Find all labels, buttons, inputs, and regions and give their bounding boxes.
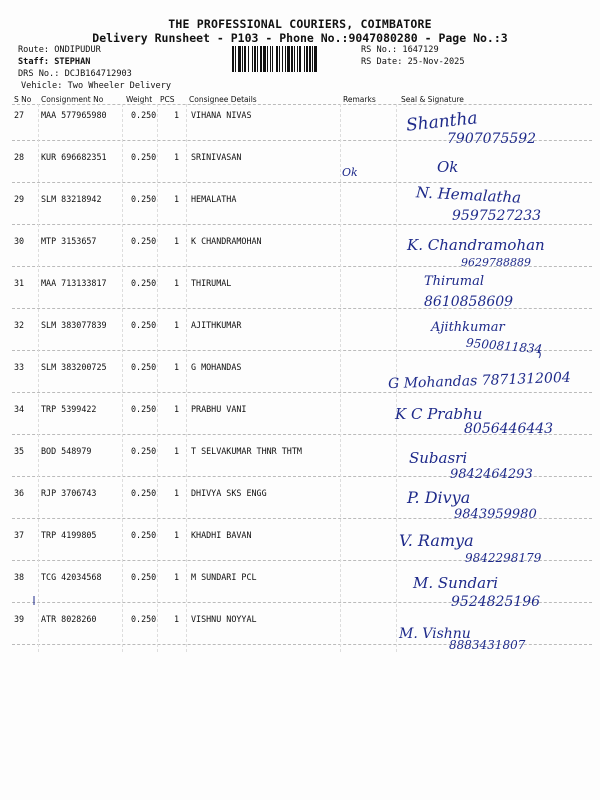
- route-label: Route:: [18, 45, 50, 55]
- cell-consignment: TCG 42034568: [41, 572, 102, 582]
- staff-value: STEPHAN: [54, 57, 91, 67]
- column-divider: [122, 104, 123, 652]
- rs-date-value: 25-Nov-2025: [407, 57, 465, 67]
- stray-pen-mark: [30, 595, 38, 607]
- barcode-image: [232, 46, 355, 72]
- cell-sno: 29: [14, 194, 25, 204]
- signature-35: Subasri: [409, 449, 468, 467]
- table-row: [0, 530, 600, 542]
- phone-30: 9629788889: [461, 256, 531, 269]
- col-header-pcs: PCS: [160, 95, 175, 104]
- rs-number-label: RS No.:: [361, 45, 398, 55]
- cell-consignee: T SELVAKUMAR THNR THTM: [191, 446, 302, 456]
- cell-weight: 0.250: [131, 488, 157, 498]
- table-row: [0, 110, 600, 122]
- signature-27: Shantha: [405, 108, 479, 136]
- signature-33: G Mohandas 7871312004: [387, 369, 572, 393]
- cell-consignment: ATR 8028260: [41, 614, 97, 624]
- cell-pcs: 1: [174, 446, 180, 456]
- cell-sno: 28: [14, 152, 25, 162]
- cell-consignment: MTP 3153657: [41, 236, 97, 246]
- cell-sno: 35: [14, 446, 25, 456]
- cell-pcs: 1: [174, 404, 180, 414]
- col-header-consignment: Consignment No: [41, 95, 104, 104]
- phone-38: 9524825196: [451, 594, 541, 610]
- cell-pcs: 1: [174, 530, 180, 540]
- cell-consignment: MAA 713133817: [41, 278, 107, 288]
- phone-35: 9842464293: [450, 467, 533, 482]
- column-divider: [186, 104, 187, 652]
- table-row: [0, 614, 600, 626]
- signature-29: N. Hemalatha: [415, 183, 522, 207]
- drs-value: DCJB164712903: [64, 69, 132, 79]
- cell-weight: 0.250: [131, 572, 157, 582]
- cell-consignee: VIHANA NIVAS: [191, 110, 252, 120]
- cell-pcs: 1: [174, 194, 180, 204]
- phone-32: 9500811834: [465, 335, 543, 357]
- rs-number-value: 1647129: [402, 45, 439, 55]
- row-separator: [12, 224, 592, 225]
- signature-28: Ok: [437, 158, 459, 176]
- cell-pcs: 1: [174, 362, 180, 372]
- cell-consignment: SLM 383200725: [41, 362, 107, 372]
- document-subtitle: Delivery Runsheet - P103 - Phone No.:9047080280 - Page No.:3: [92, 31, 508, 45]
- vehicle-line: [21, 81, 171, 91]
- col-header-weight: Weight: [126, 95, 153, 104]
- cell-consignee: M SUNDARI PCL: [191, 572, 257, 582]
- table-row: [0, 446, 600, 458]
- phone-39: 8883431807: [449, 638, 526, 652]
- phone-34: 8056446443: [464, 421, 554, 437]
- cell-consignment: KUR 696682351: [41, 152, 107, 162]
- cell-consignment: RJP 3706743: [41, 488, 97, 498]
- cell-sno: 27: [14, 110, 25, 120]
- table-row: [0, 320, 600, 332]
- cell-sno: 39: [14, 614, 25, 624]
- col-header-remarks: Remarks: [343, 95, 376, 104]
- column-divider: [340, 104, 341, 652]
- drs-label: DRS No.:: [18, 69, 60, 79]
- phone-31: 8610858609: [424, 294, 514, 310]
- cell-consignee: KHADHI BAVAN: [191, 530, 252, 540]
- cell-sno: 33: [14, 362, 25, 372]
- cell-pcs: 1: [174, 236, 180, 246]
- route-line: [18, 45, 101, 55]
- table-row: [0, 152, 600, 164]
- cell-weight: 0.250: [131, 362, 157, 372]
- signature-31: Thirumal: [424, 274, 485, 289]
- cell-consignment: SLM 83218942: [41, 194, 102, 204]
- signature-37: V. Ramya: [399, 531, 474, 550]
- cell-sno: 31: [14, 278, 25, 288]
- cell-pcs: 1: [174, 278, 180, 288]
- cell-sno: 34: [14, 404, 25, 414]
- cell-sno: 32: [14, 320, 25, 330]
- cell-consignee: G MOHANDAS: [191, 362, 242, 372]
- signature-32: Ajithkumar: [431, 320, 505, 335]
- cell-weight: 0.250: [131, 152, 157, 162]
- cell-pcs: 1: [174, 110, 180, 120]
- cell-sno: 37: [14, 530, 25, 540]
- vehicle-label: Vehicle:: [21, 81, 63, 91]
- cell-pcs: 1: [174, 152, 180, 162]
- row-separator: [12, 392, 592, 393]
- col-header-sno: S No: [14, 95, 32, 104]
- signature-34: K C Prabhu: [395, 405, 483, 423]
- rs-number-line: [361, 45, 439, 55]
- phone-29: 9597527233: [452, 208, 542, 224]
- cell-consignment: TRP 5399422: [41, 404, 97, 414]
- staff-label: Staff:: [18, 57, 50, 67]
- phone-27: 7907075592: [447, 131, 537, 147]
- cell-consignment: BOD 548979: [41, 446, 92, 456]
- table-row: [0, 404, 600, 416]
- signature-36: P. Divya: [407, 488, 471, 507]
- cell-consignment: TRP 4199805: [41, 530, 97, 540]
- cell-consignment: MAA 577965980: [41, 110, 107, 120]
- table-row: [0, 278, 600, 290]
- cell-consignee: HEMALATHA: [191, 194, 237, 204]
- route-value: ONDIPUDUR: [54, 45, 101, 55]
- rs-date-line: [361, 57, 465, 67]
- cell-sno: 30: [14, 236, 25, 246]
- cell-consignee: THIRUMAL: [191, 278, 232, 288]
- cell-weight: 0.250: [131, 446, 157, 456]
- cell-consignee: DHIVYA SKS ENGG: [191, 488, 267, 498]
- header-rule: [12, 104, 592, 105]
- staff-line: [18, 57, 90, 67]
- document-title: THE PROFESSIONAL COURIERS, COIMBATORE: [168, 17, 432, 31]
- cell-weight: 0.250: [131, 194, 157, 204]
- table-row: [0, 488, 600, 500]
- stray-pen-tick: [536, 348, 548, 360]
- vehicle-value: Two Wheeler Delivery: [67, 81, 172, 91]
- signature-38: M. Sundari: [413, 574, 499, 592]
- cell-consignee: SRINIVASAN: [191, 152, 242, 162]
- cell-consignment: SLM 383077839: [41, 320, 107, 330]
- cell-sno: 36: [14, 488, 25, 498]
- phone-36: 9843959980: [454, 507, 537, 522]
- cell-pcs: 1: [174, 572, 180, 582]
- phone-37: 9842298179: [465, 551, 542, 565]
- cell-weight: 0.250: [131, 320, 157, 330]
- cell-sno: 38: [14, 572, 25, 582]
- col-header-seal-signature: Seal & Signature: [401, 95, 464, 104]
- rs-date-label: RS Date:: [361, 57, 403, 67]
- remark-28: Ok: [342, 166, 358, 179]
- column-divider: [38, 104, 39, 652]
- cell-weight: 0.250: [131, 236, 157, 246]
- cell-weight: 0.250: [131, 110, 157, 120]
- column-divider: [157, 104, 158, 652]
- col-header-consignee: Consignee Details: [189, 95, 257, 104]
- cell-weight: 0.250: [131, 278, 157, 288]
- table-row: [0, 572, 600, 584]
- row-separator: [12, 182, 592, 183]
- cell-consignee: AJITHKUMAR: [191, 320, 242, 330]
- signature-30: K. Chandramohan: [407, 236, 545, 254]
- cell-weight: 0.250: [131, 404, 157, 414]
- cell-weight: 0.250: [131, 530, 157, 540]
- cell-weight: 0.250: [131, 614, 157, 624]
- cell-consignee: VISHNU NOYYAL: [191, 614, 257, 624]
- cell-consignee: K CHANDRAMOHAN: [191, 236, 262, 246]
- drs-line: [18, 69, 132, 79]
- cell-pcs: 1: [174, 614, 180, 624]
- cell-consignee: PRABHU VANI: [191, 404, 247, 414]
- cell-pcs: 1: [174, 320, 180, 330]
- signature-39: M. Vishnu: [399, 626, 471, 642]
- cell-pcs: 1: [174, 488, 180, 498]
